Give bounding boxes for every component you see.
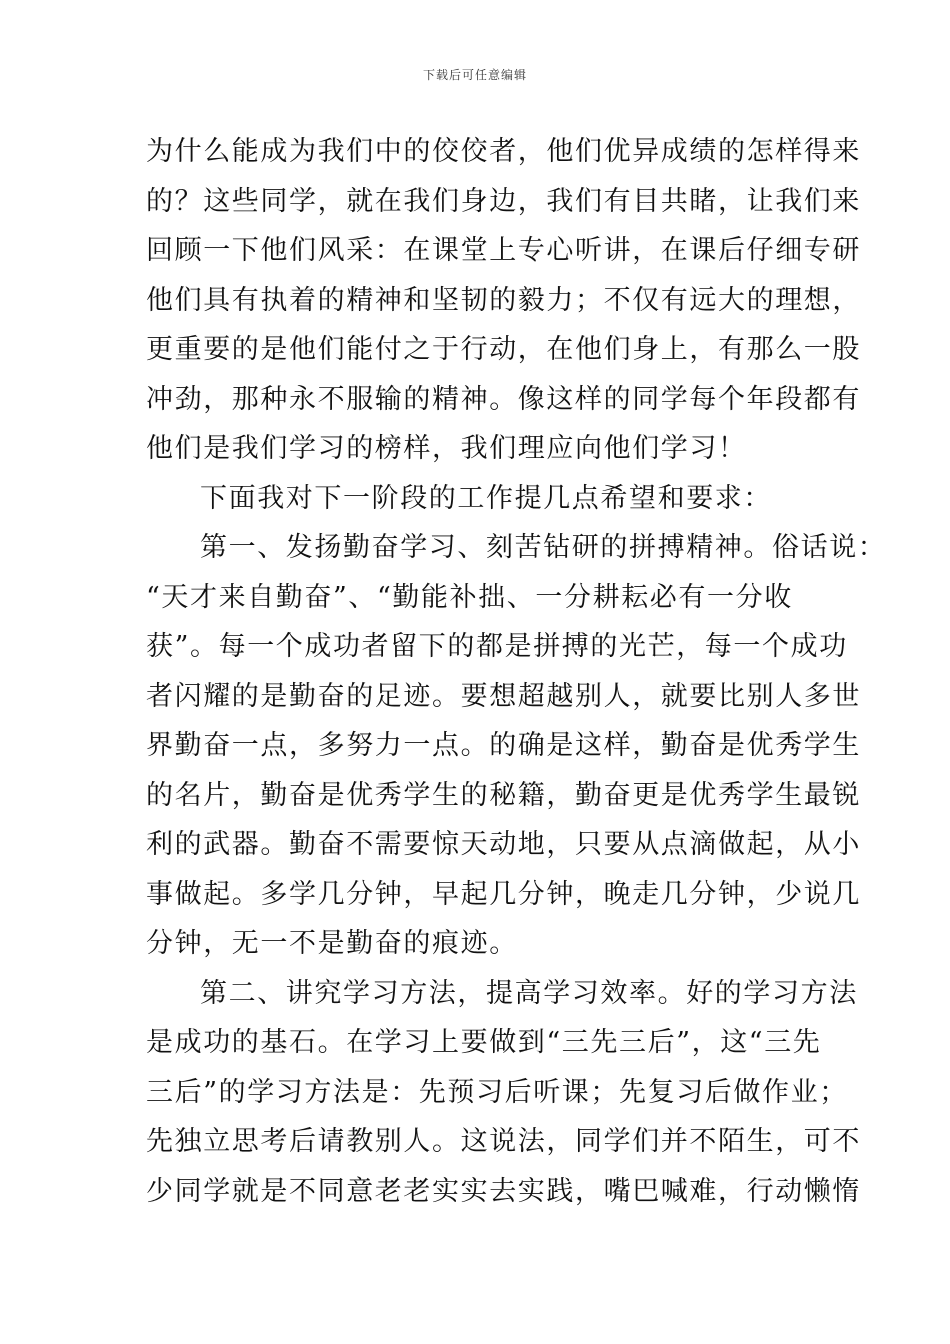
text-line: “天才来自勤奋”、“勤能补拙、一分耕耘必有一分收 [146,581,793,613]
text-line: 先独立思考后请教别人。这说法，同学们并不陌生，可不 [146,1126,861,1157]
text-line: 第二、讲究学习方法，提高学习效率。好的学习方法 [200,977,858,1009]
text-line: 是成功的基石。在学习上要做到“三先三后”，这“三先 [146,1027,822,1058]
text-line: 他们具有执着的精神和坚韧的毅力；不仅有远大的理想， [146,284,861,316]
text-line: 利的武器。勤奋不需要惊天动地，只要从点滴做起，从小 [146,829,861,860]
text-line: 的？这些同学，就在我们身边，我们有目共睹，让我们来 [146,185,861,217]
text-line: 界勤奋一点，多努力一点。的确是这样，勤奋是优秀学生 [146,730,861,761]
text-line: 为什么能成为我们中的佼佼者，他们优异成绩的怎样得来 [146,136,861,167]
text-line: 他们是我们学习的榜样，我们理应向他们学习！ [146,433,747,464]
body-text [146,127,887,1216]
text-line: 更重要的是他们能付之于行动，在他们身上，有那么一股 [146,334,861,365]
text-line: 分钟，无一不是勤奋的痕迹。 [146,928,518,959]
text-line: 获”。每一个成功者留下的都是拼搏的光芒，每一个成功 [146,631,848,662]
text-line: 下面我对下一阶段的工作提几点希望和要求： [200,482,772,514]
text-line: 回顾一下他们风采：在课堂上专心听讲，在课后仔细专研 [146,235,861,266]
text-line: 的名片，勤奋是优秀学生的秘籍，勤奋更是优秀学生最锐 [146,779,861,811]
text-line: 少同学就是不同意老老实实去实践，嘴巴喊难，行动懒惰 [146,1175,861,1207]
text-line: 事做起。多学几分钟，早起几分钟，晚走几分钟，少说几 [146,878,861,910]
text-line: 三后”的学习方法是：先预习后听课；先复习后做作业； [146,1076,848,1108]
text-line: 者闪耀的是勤奋的足迹。要想超越别人，就要比别人多世 [146,680,861,712]
text-line: 冲劲，那种永不服输的精神。像这样的同学每个年段都有 [146,383,861,415]
text-line: 第一、发扬勤奋学习、刻苦钻研的拼搏精神。俗话说： [200,532,887,563]
page-header: 下载后可任意编辑 [422,68,527,82]
